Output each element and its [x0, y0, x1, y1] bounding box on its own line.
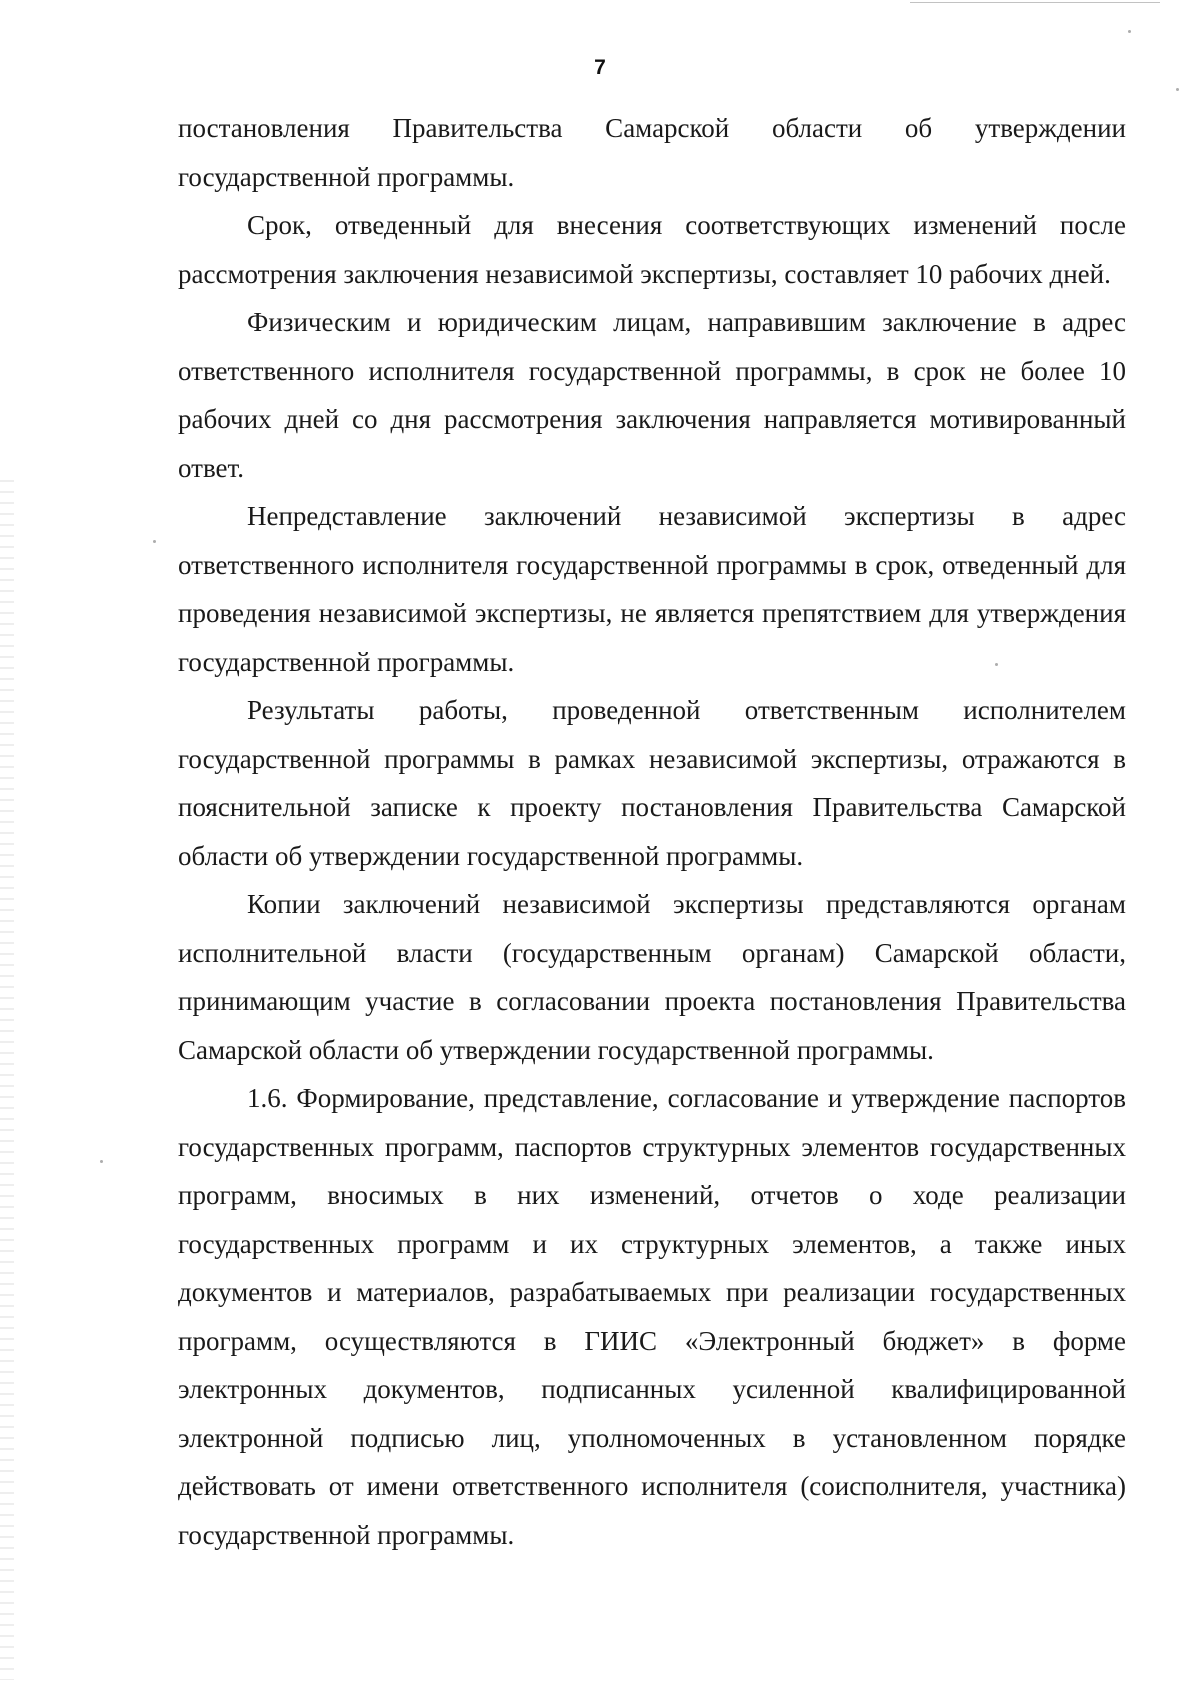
page-number: 7: [594, 56, 606, 79]
scan-speck: [1128, 30, 1131, 33]
paragraph-3: Физическим и юридическим лицам, направившим заключение в адрес ответственного исполнителя государственной программы, в срок не более 10 рабочих дней со дня рассмотрения заключения направляется мотивированный ответ.: [178, 307, 1126, 483]
scan-speck: [153, 540, 156, 543]
paragraph-2: Срок, отведенный для внесения соответствующих изменений после рассмотрения заключения независимой экспертизы, составляет 10 рабочих дней.: [178, 210, 1126, 289]
scan-speck: [1176, 88, 1179, 91]
scan-edge-line: [910, 2, 1160, 3]
document-body: [178, 104, 1126, 1559]
paragraph-7: 1.6. Формирование, представление, согласование и утверждение паспортов государственных программ, паспортов структурных элементов государственных программ, вносимых в них изменений, отчетов о ходе реализации государственных программ и их структурных элементов, а также иных документов и материалов, разрабатываемых при реализации государственных программ, осуществляются в ГИИС «Электронный бюджет» в форме электронных документов, подписанных усиленной квалифицированной электронной подписью лиц, уполномоченных в установленном порядке действовать от имени ответственного исполнителя (соисполнителя, участника) государственной программы.: [178, 1083, 1126, 1550]
paragraph-4: Непредставление заключений независимой экспертизы в адрес ответственного исполнителя государственной программы в срок, отведенный для проведения независимой экспертизы, не является препятствием для утверждения государственной программы.: [178, 501, 1126, 677]
paragraph-1: постановления Правительства Самарской области об утверждении государственной программы.: [178, 113, 1126, 192]
paragraph-5: Результаты работы, проведенной ответственным исполнителем государственной программы в рамках независимой экспертизы, отражаются в пояснительной записке к проекту постановления Правительства Самарской области об утверждении государственной программы.: [178, 695, 1126, 871]
scan-edge-noise: [0, 480, 14, 1680]
scan-speck: [100, 1160, 103, 1163]
paragraph-6: Копии заключений независимой экспертизы представляются органам исполнительной власти (государственным органам) Самарской области, принимающим участие в согласовании проекта постановления Правительства Самарской области об утверждении государственной программы.: [178, 889, 1126, 1065]
